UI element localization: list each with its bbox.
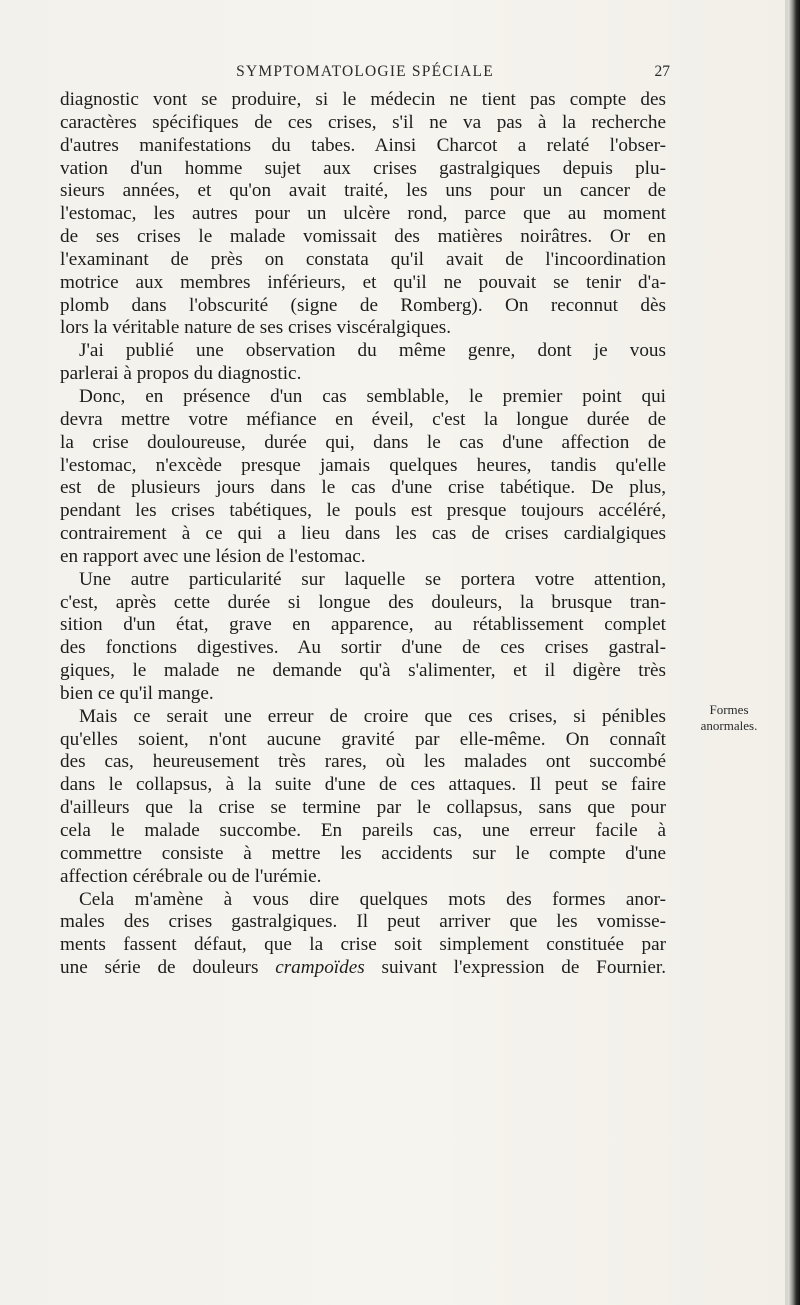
- text-line: l'estomac, les autres pour un ulcère rond, parce que au moment: [60, 203, 666, 225]
- text-line: d'ailleurs que la crise se termine par le collapsus, sans que pour: [60, 797, 666, 819]
- italic-term: crampoïdes: [275, 957, 365, 979]
- text-line: commettre consiste à mettre les accidents sur le compte d'une: [60, 842, 666, 864]
- text-line: plomb dans l'obscurité (signe de Romberg). On reconnut dès: [60, 294, 666, 316]
- text-line: des fonctions digestives. Au sortir d'une de ces crises gastral-: [60, 637, 666, 659]
- text-line: diagnostic vont se produire, si le médecin ne tient pas compte des: [60, 89, 666, 110]
- text-line: la crise douloureuse, durée qui, dans le cas d'une affection de: [60, 431, 666, 453]
- text-line: est de plusieurs jours dans le cas d'une crise tabétique. De plus,: [60, 477, 666, 499]
- text-line: l'examinant de près on constata qu'il avait de l'incoordination: [60, 248, 666, 270]
- text-line: vation d'un homme sujet aux crises gastralgiques depuis plu-: [60, 157, 666, 179]
- text-line: l'estomac, n'excède presque jamais quelques heures, tandis qu'elle: [60, 454, 666, 476]
- text-line: en rapport avec une lésion de l'estomac.: [60, 545, 366, 567]
- text-line: giques, le malade ne demande qu'à s'alimenter, et il digère très: [60, 660, 666, 682]
- running-head: [60, 63, 670, 85]
- text-line: Une autre particularité sur laquelle se portera votre attention,: [79, 568, 666, 590]
- margin-note-line-1: Formes: [709, 702, 749, 717]
- text-line: motrice aux membres inférieurs, et qu'il ne pouvait se tenir d'a-: [60, 271, 666, 293]
- text-line: males des crises gastralgiques. Il peut arriver que les vomisse-: [60, 911, 666, 933]
- text-line: des cas, heureusement très rares, où les malades ont succombé: [60, 751, 666, 773]
- text-line: de ses crises le malade vomissait des matières noirâtres. Or en: [60, 226, 666, 248]
- text-line: d'autres manifestations du tabes. Ainsi Charcot a relaté l'obser-: [60, 134, 666, 156]
- text-line: bien ce qu'il mange.: [60, 682, 214, 704]
- text-line: c'est, après cette durée si longue des douleurs, la brusque tran-: [60, 591, 666, 613]
- running-title: SYMPTOMATOLOGIE SPÉCIALE: [236, 63, 494, 80]
- text-line: cela le malade succombe. En pareils cas, une erreur facile à: [60, 820, 666, 841]
- text-line: ments fassent défaut, que la crise soit simplement constituée par: [60, 934, 666, 956]
- text-line: Donc, en présence d'un cas semblable, le premier point qui: [79, 385, 666, 407]
- text-line: dans le collapsus, à la suite d'une de ces attaques. Il peut se faire: [60, 774, 666, 796]
- text-line: parlerai à propos du diagnostic.: [60, 363, 302, 385]
- text-line: affection cérébrale ou de l'urémie.: [60, 865, 322, 887]
- text-line: qu'elles soient, n'ont aucune gravité par elle-même. On connaît: [60, 728, 666, 750]
- body-text: [60, 89, 666, 980]
- text-line: pendant les crises tabétiques, le pouls est presque toujours accéléré,: [60, 500, 666, 522]
- margin-note-line-2: anormales.: [700, 718, 758, 733]
- text-line: sieurs années, et qu'on avait traité, les uns pour un cancer de: [60, 180, 666, 202]
- margin-note: [686, 702, 772, 734]
- final-line-start: une série de douleurs: [60, 957, 276, 979]
- text-line: caractères spécifiques de ces crises, s'il ne va pas à la recherche: [60, 111, 666, 133]
- text-line: Cela m'amène à vous dire quelques mots des formes anor-: [79, 888, 666, 910]
- page-number: 27: [654, 63, 670, 80]
- text-line: devra mettre votre méfiance en éveil, c'est la longue durée de: [60, 408, 666, 430]
- final-text-line: [60, 957, 666, 980]
- text-line: J'ai publié une observation du même genre, dont je vous: [79, 340, 666, 362]
- final-line-end: suivant l'expression de Fournier.: [364, 957, 666, 979]
- text-line: contrairement à ce qui a lieu dans les cas de crises cardialgiques: [60, 523, 666, 545]
- text-line: Mais ce serait une erreur de croire que ces crises, si pénibles: [79, 705, 666, 727]
- book-spine-edge: [788, 0, 800, 1305]
- text-line: lors la véritable nature de ses crises viscéralgiques.: [60, 317, 452, 339]
- text-line: sition d'un état, grave en apparence, au rétablissement complet: [60, 614, 666, 636]
